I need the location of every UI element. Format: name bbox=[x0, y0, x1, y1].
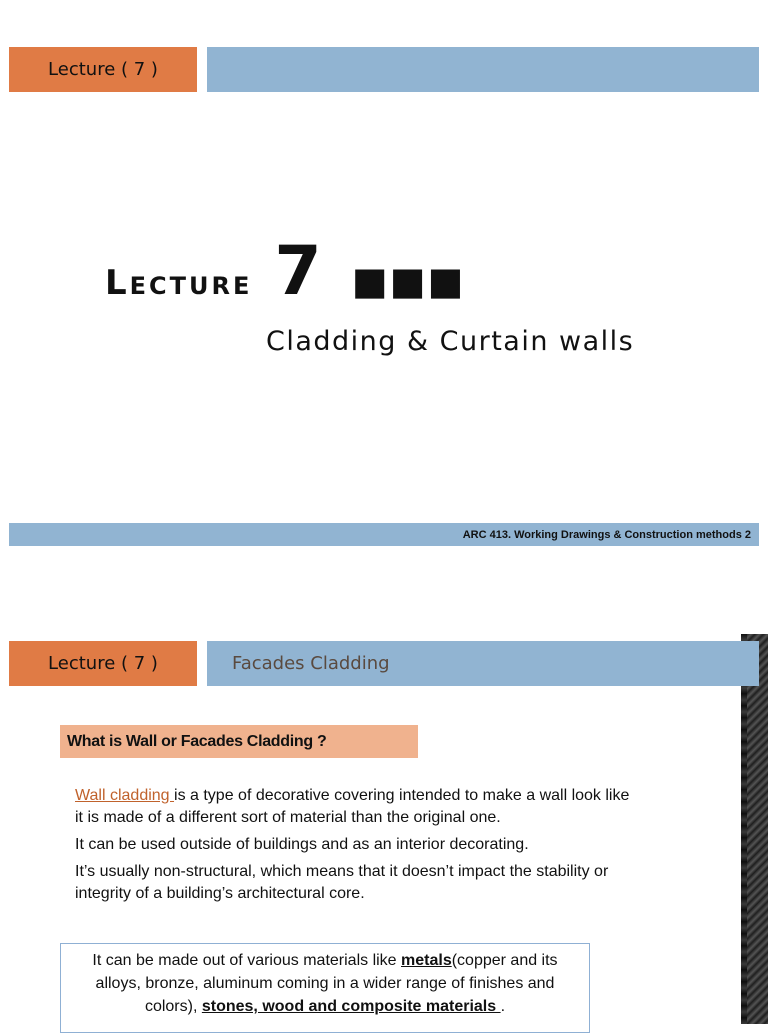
lecture-tab-label: Lecture ( 7 ) bbox=[48, 59, 158, 80]
materials-box bbox=[60, 943, 590, 1033]
box-middle: (copper and its alloys, bronze, aluminum coming in a wider range of finishes and colors), bbox=[95, 952, 558, 1015]
lecture-tab bbox=[9, 47, 197, 92]
footer-bar bbox=[9, 523, 759, 546]
lecture-tab-label: Lecture ( 7 ) bbox=[48, 653, 158, 674]
paragraph-text: is a type of decorative covering intended to make a wall look like it is made of a different sort of material than the original one. bbox=[75, 787, 630, 826]
body-text bbox=[75, 785, 635, 910]
wall-cladding-link[interactable]: Wall cladding bbox=[75, 787, 175, 804]
slide-subtitle: Cladding & Curtain walls bbox=[266, 326, 635, 357]
decorative-border-texture bbox=[747, 634, 768, 1024]
title-number: 7 bbox=[274, 232, 322, 311]
paragraph: It can be used outside of buildings and as an interior decorating. bbox=[75, 836, 529, 853]
course-footer: ARC 413. Working Drawings & Construction methods 2 bbox=[462, 528, 751, 541]
title-word: Lecture bbox=[105, 263, 253, 303]
title-dots: ■■■ bbox=[351, 259, 466, 303]
header-bar bbox=[207, 47, 759, 92]
box-end: . bbox=[500, 998, 506, 1015]
question-text: What is Wall or Facades Cladding ? bbox=[67, 732, 327, 750]
paragraph bbox=[75, 785, 635, 829]
metals-emphasis: metals bbox=[401, 952, 452, 969]
slide-title bbox=[105, 232, 705, 312]
question-banner bbox=[60, 725, 418, 758]
lecture-tab bbox=[9, 641, 197, 686]
header-bar bbox=[207, 641, 759, 686]
materials-emphasis: stones, wood and composite materials bbox=[201, 998, 501, 1015]
section-heading: Facades Cladding bbox=[232, 653, 390, 674]
box-intro: It can be made out of various materials like bbox=[92, 952, 402, 969]
paragraph: It’s usually non-structural, which means that it doesn’t impact the stability or integrity of a building’s architectural core. bbox=[75, 863, 609, 902]
